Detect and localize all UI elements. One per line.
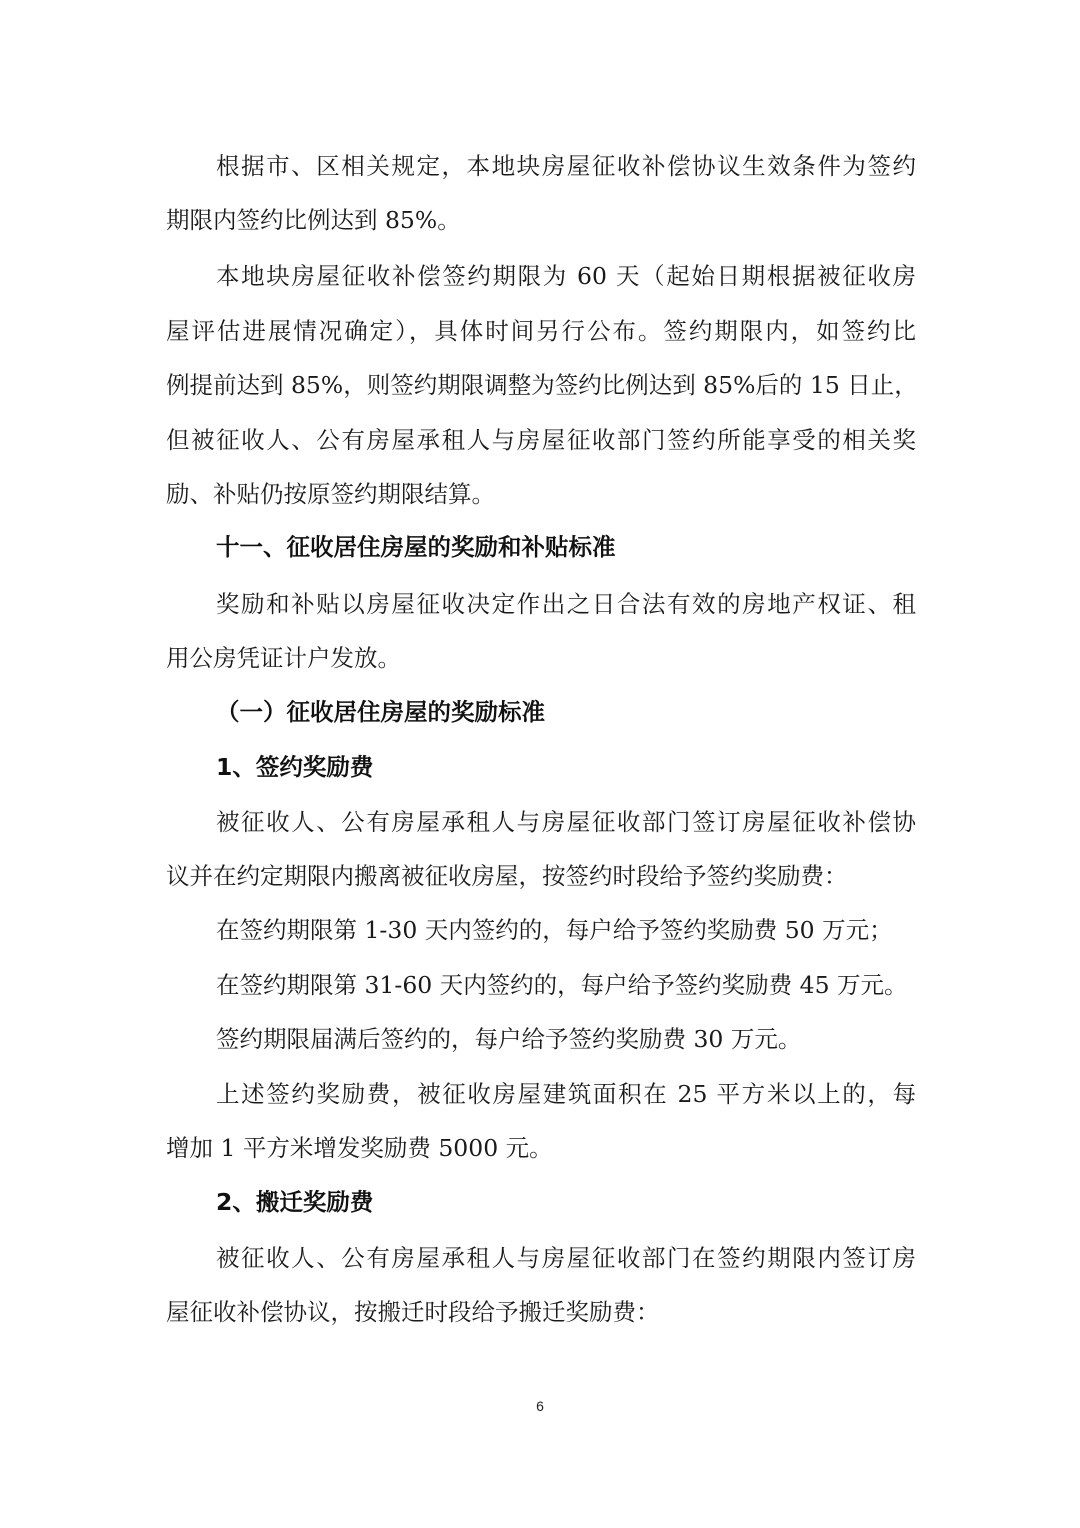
section-heading: 十一、征收居住房屋的奖励和补贴标准 (216, 533, 616, 561)
paragraph-line: 本地块房屋征收补偿签约期限为 60 天（起始日期根据被征收房 (216, 262, 916, 290)
paragraph-line: 励、补贴仍按原签约期限结算。 (166, 480, 495, 508)
paragraph-line: 在签约期限第 31-60 天内签约的，每户给予签约奖励费 45 万元。 (216, 971, 908, 999)
paragraph-line: 上述签约奖励费，被征收房屋建筑面积在 25 平方米以上的，每 (216, 1080, 916, 1108)
paragraph-line: 增加 1 平方米增发奖励费 5000 元。 (166, 1134, 553, 1162)
paragraph-line: 期限内签约比例达到 85%。 (166, 206, 461, 234)
paragraph-line: 签约期限届满后签约的，每户给予签约奖励费 30 万元。 (216, 1025, 802, 1053)
paragraph-line: 但被征收人、公有房屋承租人与房屋征收部门签约所能享受的相关奖 (166, 426, 916, 454)
page-number: 6 (536, 1398, 544, 1414)
paragraph-line: 议并在约定期限内搬离被征收房屋，按签约时段给予签约奖励费： (166, 862, 848, 890)
item-heading: 1、签约奖励费 (216, 753, 374, 781)
paragraph-line: 在签约期限第 1-30 天内签约的，每户给予签约奖励费 50 万元； (216, 916, 893, 944)
paragraph-line: 屋评估进展情况确定），具体时间另行公布。签约期限内，如签约比 (166, 317, 916, 345)
item-heading: 2、搬迁奖励费 (216, 1188, 374, 1216)
paragraph-line: 奖励和补贴以房屋征收决定作出之日合法有效的房地产权证、租 (216, 590, 916, 618)
paragraph-line: 被征收人、公有房屋承租人与房屋征收部门在签约期限内签订房 (216, 1244, 916, 1272)
paragraph-line: 用公房凭证计户发放。 (166, 644, 401, 672)
subsection-heading: （一）征收居住房屋的奖励标准 (216, 698, 545, 726)
paragraph-line: 例提前达到 85%，则签约期限调整为签约比例达到 85%后的 15 日止， (166, 371, 918, 399)
paragraph-line: 根据市、区相关规定，本地块房屋征收补偿协议生效条件为签约 (216, 152, 916, 180)
paragraph-line: 屋征收补偿协议，按搬迁时段给予搬迁奖励费： (166, 1298, 660, 1326)
paragraph-line: 被征收人、公有房屋承租人与房屋征收部门签订房屋征收补偿协 (216, 808, 916, 836)
